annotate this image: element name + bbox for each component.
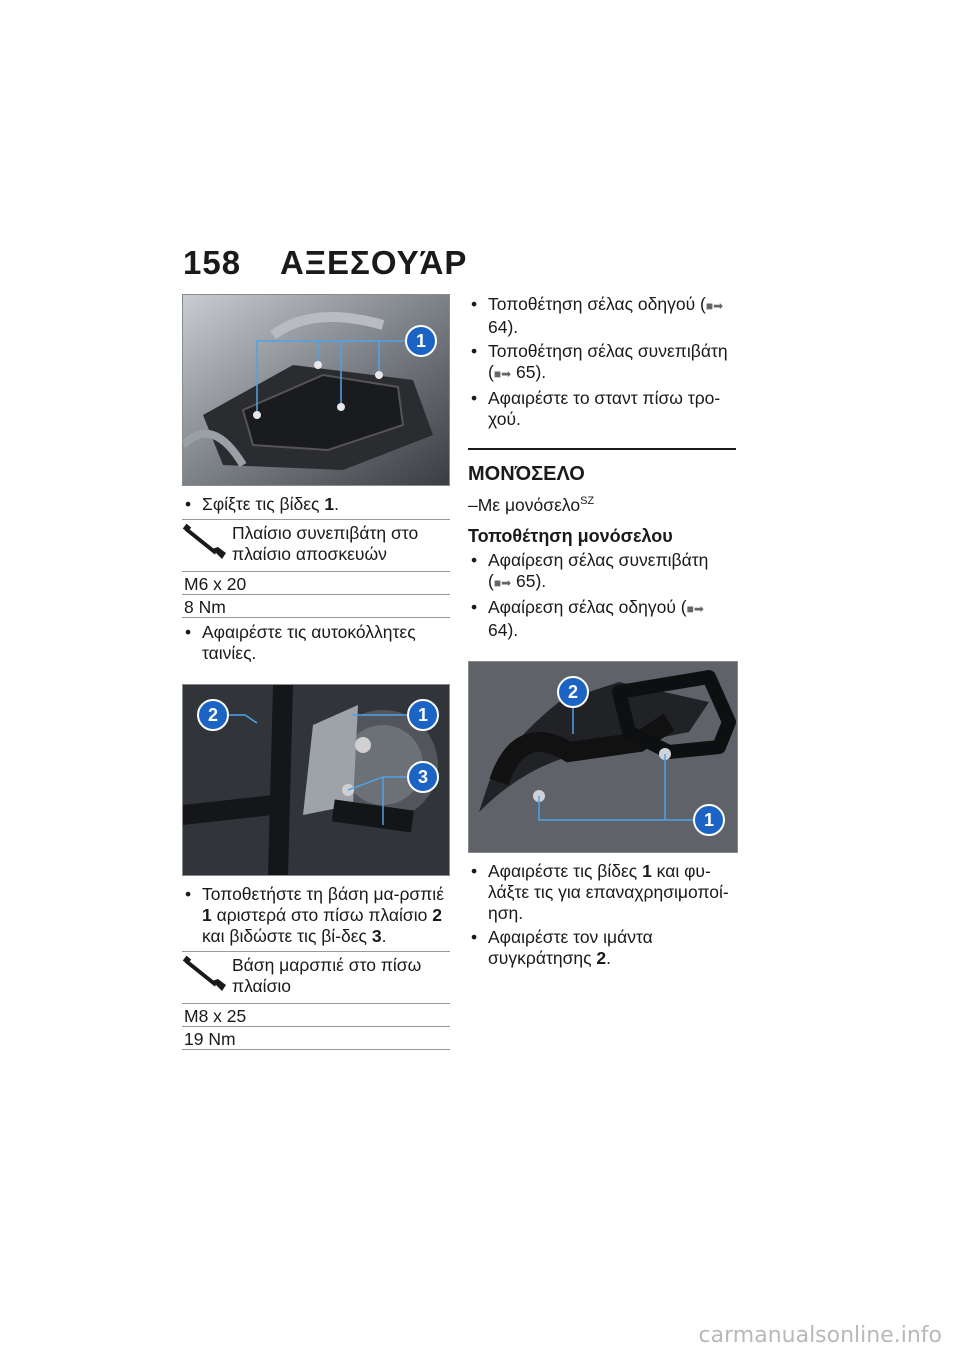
condition-text: –Με μονόσελο [468,494,581,515]
page-header [183,244,467,282]
subsection-title: Τοποθέτηση μονόσελου [468,525,673,546]
step-remove-stand: • Αφαιρέστε το σταντ πίσω τρο-χού. [468,388,736,430]
step-ref: 2 [596,947,607,968]
step-ref: 1 [202,905,212,925]
callout-2-label: 2 [567,681,579,702]
ref-arrow-icon: ■➡ [705,299,724,313]
torque-title: Βάση μαρσπιέ στο πίσω πλαίσιο [232,955,422,996]
torque-row: 8 Nm [182,595,450,618]
step-text: Σφίξτε τις βίδες [202,494,325,514]
step-text: Τοποθετήστε τη βάση μα-ρσπιέ [202,884,445,904]
step-text: και φυ-λάξτε τις για επαναχρησιμοποί-ηση. [488,860,729,923]
step-ref: 3 [371,926,382,946]
step-text: Τοποθέτηση σέλας συνεπιβάτη ( [488,341,728,382]
callout-1-label: 1 [703,809,715,830]
step-text: αριστερά στο πίσω πλαίσιο [211,905,433,925]
torque-table-2 [182,951,450,1050]
ref-arrow-icon: ■➡ [686,601,704,616]
ref-arrow-icon: ■➡ [493,575,512,590]
step-text: Αφαιρέστε τον ιμάντα συγκράτησης [488,926,653,968]
step-install-rider-seat [468,294,736,338]
step-install-passenger-seat [468,341,736,385]
footer-watermark[interactable]: carmanualsonline.info [698,1323,942,1348]
page-ref[interactable]: 65). [516,362,547,382]
step-mount-footrest [182,884,450,947]
section-title: ΜΟΝΌΣΕΛΟ [468,448,736,489]
step-remove-strap [468,927,736,969]
page-title: ΑΞΕΣΟΥΆΡ [279,244,468,281]
wrench-icon [182,523,230,568]
step-tighten-screws [182,494,450,515]
step-text: Αφαίρεση σέλας συνεπιβάτη ( [488,549,709,591]
torque-row: M8 x 25 [182,1004,450,1027]
torque-row: 19 Nm [182,1027,450,1050]
step-remove-passenger-seat [468,550,736,594]
callout-2-label: 2 [207,705,219,725]
callout-1-label: 1 [415,331,427,351]
step-text: Αφαιρέστε τις βίδες [488,860,643,881]
step-tail: . [334,494,339,514]
step-ref: 1 [642,860,652,881]
wrench-icon [182,955,230,1000]
step-remove-tapes: • Αφαιρέστε τις αυτοκόλλητες ταινίες. [182,622,450,664]
torque-row: M6 x 20 [182,572,450,595]
callout-1-label: 1 [417,705,429,725]
ref-arrow-icon: ■➡ [493,367,512,381]
step-text: Αφαίρεση σέλας οδηγού ( [488,596,687,617]
photo-strap-removal [468,661,738,853]
step-text: και βιδώστε τις βί-δες [202,926,372,946]
page-ref[interactable]: 64). [488,317,519,337]
photo-passenger-frame [182,294,450,486]
torque-table-1 [182,519,450,618]
page-ref[interactable]: 65). [516,570,547,591]
photo-footrest-bracket [182,684,450,876]
step-ref: 1 [324,494,335,514]
step-ref: 2 [432,905,442,925]
step-remove-rider-seat [468,597,736,641]
step-remove-screws [468,861,736,924]
condition-line [468,491,736,516]
option-code: SZ [580,495,595,507]
page-ref[interactable]: 64). [488,619,519,640]
torque-title: Πλαίσιο συνεπιβάτη στο πλαίσιο αποσκευών [232,523,419,564]
right-column [468,294,736,972]
callout-3-label: 3 [417,767,429,787]
step-text: . [606,947,612,968]
step-text: Τοποθέτηση σέλας οδηγού ( [488,294,706,314]
page-number: 158 [183,244,242,281]
left-column [182,294,450,1054]
step-text: . [381,926,387,946]
